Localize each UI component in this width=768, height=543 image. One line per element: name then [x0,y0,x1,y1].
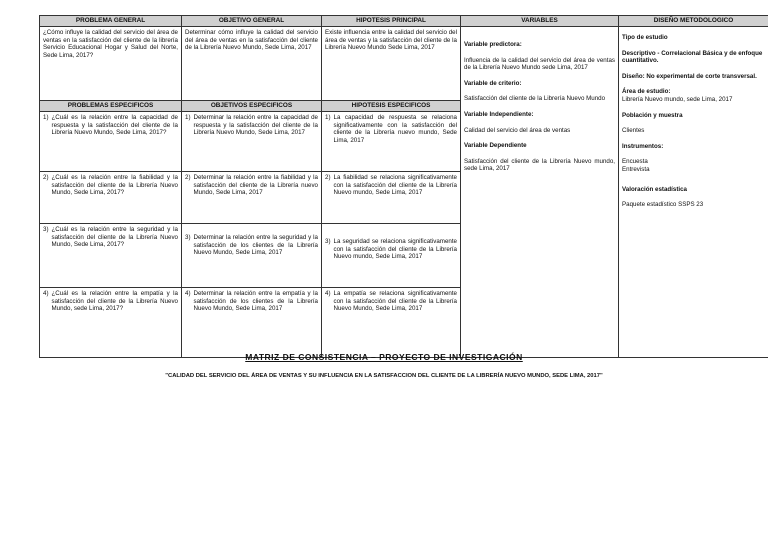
hipotesis-3-cell: 3) La seguridad se relaciona significativamente con la satisfacción del cliente de la Librería Nuevo mundo, Sede Lima, 2017 [322,224,461,288]
problema-2-text: ¿Cuál es la relación entre la fiabilidad y la satisfacción del cliente de la Librería Nuevo Mundo, Sede Lima, 2017? [51,174,178,197]
consistency-matrix-table [39,15,768,358]
problema-1-cell: 1) ¿Cuál es la relación entre la capacidad de respuesta y la satisfacción del cliente de la Librería Nuevo Mundo, Sede Lima, 2017? [40,112,182,172]
variable-independiente-label: Variable Independiente: [464,110,534,118]
objetivo-4-text: Determinar la relación entre la empatía y la satisfacción de los clientes de la Librería Nuevo Mundo, Sede Lima, 2017 [193,290,318,313]
instrumentos-label: Instrumentos: [622,142,664,150]
problema-3-text: ¿Cuál es la relación entre la seguridad y la satisfacción del cliente de la Librería Nuevo Mundo, Sede Lima, 2017? [51,226,178,249]
objetivo-1-text: Determinar la relación entre la capacidad de respuesta y la satisfacción del cliente de la Librería Nuevo Mundo, Sede Lima, 2017 [193,114,318,137]
objetivo-2-cell: 2) Determinar la relación entre la fiabilidad y la satisfacción del cliente de la Librería nuevo Mundo, Sede Lima, 2017 [182,172,322,224]
objetivo-3-text: Determinar la relación entre la seguridad y la satisfacción de los clientes de la Librería Nuevo Mundo, Sede Lima, 2017 [193,234,318,257]
area-estudio-label: Área de estudio: [622,88,671,96]
objetivo-general-cell: Determinar cómo influye la calidad del servicio del área de ventas en la satisfacción del cliente de la Librería Nuevo Mundo, Sede Lima, 2017 [182,27,322,101]
variable-independiente-text: Calidad del servicio del área de ventas [464,126,571,134]
clientes-text: Clientes [622,127,645,135]
hipotesis-3-text: La seguridad se relaciona significativamente con la satisfacción del cliente de la Librería Nuevo mundo, Sede Lima, 2017 [333,238,457,261]
problema-general-cell: ¿Cómo influye la calidad del servicio del área de ventas en la satisfacción del cliente de la librería Servicio Educacional Hogar y Salud del Norte, Sede Lima, 2017? [40,27,182,101]
problema-3-cell: 3) ¿Cuál es la relación entre la seguridad y la satisfacción del cliente de la Librería Nuevo Mundo, Sede Lima, 2017? [40,224,182,288]
header-objetivo-general: OBJETIVO GENERAL [182,16,322,27]
hipotesis-2-text: La fiabilidad se relaciona significativamente con la satisfacción del cliente de la Librería Nuevo mundo, Sede Lima, 2017 [333,174,457,197]
header-objetivos-especificos: OBJETIVOS ESPECIFICOS [182,101,322,112]
tipo-estudio-label: Tipo de estudio [622,34,668,41]
variable-criterio-text: Satisfacción del cliente de la Librería Nuevo Mundo [464,95,606,103]
variable-dependiente-text: Satisfacción del cliente de la Librería Nuevo mundo, sede Lima, 2017 [464,157,615,173]
valoracion-label: Valoración estadística [622,185,687,193]
tipo-estudio-text: Descriptivo - Correlacional Básica y de enfoque cuantitativo. [622,49,763,65]
variable-dependiente-label: Variable Dependiente [464,142,527,150]
objetivo-4-cell: 4) Determinar la relación entre la empatía y la satisfacción de los clientes de la Librería Nuevo Mundo, Sede Lima, 2017 [182,288,322,358]
variable-predictora-text: Influencia de la calidad del servicio del área de ventas de la Librería Nuevo Mundo sede Lima, 2017 [464,56,615,72]
problema-1-text: ¿Cuál es la relación entre la capacidad de respuesta y la satisfacción del cliente de la Librería Nuevo Mundo, Sede Lima, 2017? [51,114,178,137]
objetivo-1-cell: 1) Determinar la relación entre la capacidad de respuesta y la satisfacción del cliente de la Librería Nuevo Mundo, Sede Lima, 2017 [182,112,322,172]
hipotesis-1-text: La capacidad de respuesta se relaciona significativamente con la satisfacción del cliente de la Librería nuevo mundo, Sede Lima, 2017 [333,114,457,144]
area-estudio-text: Librería Nuevo mundo, sede Lima, 2017 [622,95,733,103]
header-row [40,16,768,27]
header-problemas-especificos: PROBLEMAS ESPECIFICOS [40,101,182,112]
hipotesis-principal-cell: Existe influencia entre la calidad del servicio del área de ventas y la satisfacción del cliente de la Librería Nuevo Mundo Sede Lima, 2017 [322,27,461,101]
general-row [40,27,768,101]
header-hipotesis-principal: HIPOTESIS PRINCIPAL [322,16,461,27]
objetivo-3-cell: 3) Determinar la relación entre la seguridad y la satisfacción de los clientes de la Librería Nuevo Mundo, Sede Lima, 2017 [182,224,322,288]
diseno-text: Diseño: No experimental de corte transversal. [622,72,757,80]
problema-2-cell: 2) ¿Cuál es la relación entre la fiabilidad y la satisfacción del cliente de la Librería Nuevo Mundo, Sede Lima, 2017? [40,172,182,224]
header-diseno: DISEÑO METODOLOGICO [619,16,768,27]
hipotesis-2-cell: 2) La fiabilidad se relaciona significativamente con la satisfacción del cliente de la Librería Nuevo mundo, Sede Lima, 2017 [322,172,461,224]
encuesta-text: Encuesta [622,158,648,166]
problema-4-text: ¿Cuál es la relación entre la empatía y la satisfacción del cliente de la Librería Nuevo Mundo, sede Lima, 2017? [51,290,178,313]
header-problema-general: PROBLEMA GENERAL [40,16,182,27]
problema-4-cell: 4) ¿Cuál es la relación entre la empatía y la satisfacción del cliente de la Librería Nuevo Mundo, sede Lima, 2017? [40,288,182,358]
document-subtitle: "CALIDAD DEL SERVICIO DEL ÁREA DE VENTAS Y SU INFLUENCIA EN LA SATISFACCION DEL CLIENTE DE LA LIBRERÍA NUEVO MUNDO, SEDE LIMA, 2017" [165,373,603,379]
variable-predictora-label: Variable predictora: [464,41,522,48]
variables-cell [461,27,619,358]
hipotesis-4-cell: 4) La empatía se relaciona significativamente con la satisfacción del cliente de la Librería Nuevo Mundo, Sede Lima, 2017 [322,288,461,358]
document-title: MATRIZ DE CONSISTENCIA – PROYECTO DE INVESTIGACIÓN [245,352,523,362]
diseno-cell [619,27,768,358]
header-variables: VARIABLES [461,16,619,27]
objetivo-2-text: Determinar la relación entre la fiabilidad y la satisfacción del cliente de la Librería nuevo Mundo, Sede Lima, 2017 [193,174,318,197]
variable-criterio-label: Variable de criterio: [464,79,522,87]
hipotesis-1-cell: 1) La capacidad de respuesta se relaciona significativamente con la satisfacción del cliente de la Librería nuevo mundo, Sede Lima, 2017 [322,112,461,172]
hipotesis-4-text: La empatía se relaciona significativamente con la satisfacción del cliente de la Librería Nuevo Mundo, Sede Lima, 2017 [333,290,457,313]
entrevista-text: Entrevista [622,165,650,173]
header-hipotesis-especificos: HIPOTESIS ESPECIFICOS [322,101,461,112]
paquete-text: Paquete estadístico SSPS 23 [622,201,704,209]
poblacion-muestra: Población y muestra [622,111,683,119]
